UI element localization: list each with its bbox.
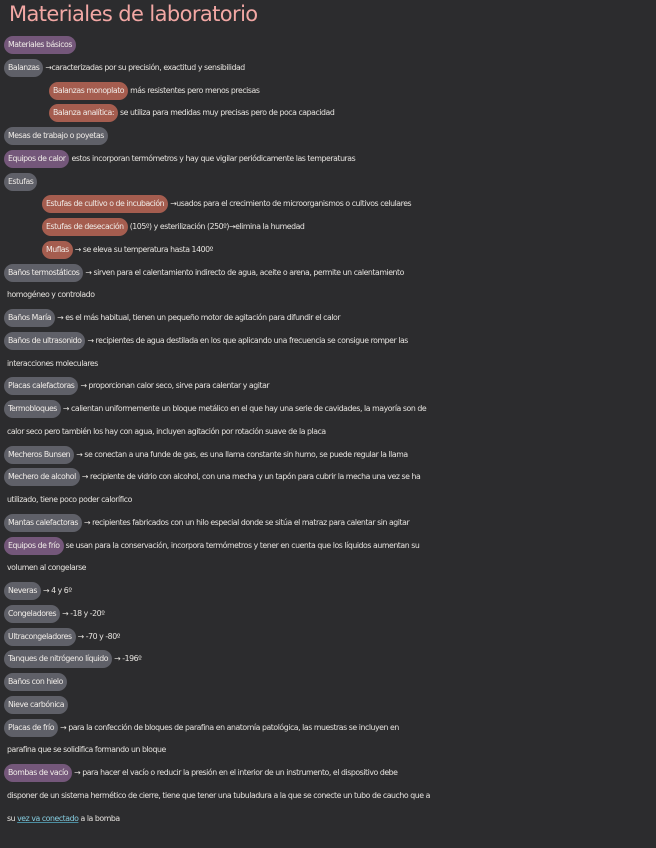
note-text: → 4 y 6º bbox=[40, 586, 72, 595]
highlighted-term: Equipos de frío bbox=[4, 537, 64, 555]
note-line bbox=[0, 216, 656, 239]
note-text: volumen al congelarse bbox=[7, 563, 87, 573]
highlighted-term: Materiales básicos bbox=[4, 36, 76, 54]
highlighted-term: Baños María bbox=[4, 309, 55, 327]
note-text: → se conectan a una funde de gas, es una llama constante sin humo, se puede regular la llama bbox=[74, 449, 408, 459]
note-line bbox=[0, 512, 656, 535]
note-text: → para hacer el vacío o reducir la presión en el interior de un instrumento, el dispositivo debe bbox=[72, 768, 398, 777]
highlighted-term: Estufas de desecación bbox=[42, 218, 128, 236]
note-line bbox=[0, 262, 656, 285]
note-line bbox=[0, 466, 656, 489]
note-line bbox=[0, 648, 656, 671]
highlighted-term: Estufas bbox=[4, 173, 37, 191]
note-text: → -18 y -20º bbox=[60, 608, 105, 618]
note-line bbox=[0, 125, 656, 148]
highlighted-term: Balanzas monoplato bbox=[49, 82, 128, 100]
highlighted-term: Congeladores bbox=[4, 605, 60, 623]
highlighted-term: Baños de ultrasonido bbox=[4, 332, 85, 350]
note-text: su bbox=[7, 813, 18, 823]
note-text: (105º) y esterilización (250º)→elimina la humedad bbox=[127, 222, 305, 231]
highlighted-term: Nieve carbónica bbox=[4, 696, 68, 714]
note-line bbox=[0, 80, 656, 103]
note-text: → sirven para el calentamiento indirecto de agua, aceite o arena, permite un calentamiento bbox=[83, 267, 404, 277]
note-line bbox=[0, 535, 656, 558]
highlighted-term: Bombas de vacío bbox=[4, 764, 72, 782]
note-line bbox=[0, 353, 656, 376]
note-line bbox=[0, 57, 656, 80]
note-text: → -196º bbox=[112, 654, 142, 664]
note-line bbox=[0, 785, 656, 808]
note-text: más resistentes pero menos precisas bbox=[128, 85, 260, 95]
highlighted-term: Mecheros Bunsen bbox=[4, 446, 74, 464]
highlighted-term: Mantas calefactoras bbox=[4, 514, 82, 532]
highlighted-term: Mesas de trabajo o poyetas bbox=[4, 127, 108, 145]
note-line bbox=[0, 307, 656, 330]
highlighted-term: Baños termostáticos bbox=[4, 264, 83, 282]
note-line bbox=[0, 557, 656, 580]
note-line bbox=[0, 489, 656, 512]
note-text: → es el más habitual, tienen un pequeño motor de agitación para difundir el calor bbox=[55, 313, 341, 322]
highlighted-term: Baños con hielo bbox=[4, 673, 67, 691]
note-line bbox=[0, 717, 656, 740]
highlighted-term: Estufas de cultivo o de incubación bbox=[42, 195, 168, 213]
note-line bbox=[0, 444, 656, 467]
note-line bbox=[0, 671, 656, 694]
note-text: interacciones moleculares bbox=[7, 358, 98, 368]
note-line bbox=[0, 330, 656, 353]
note-line bbox=[0, 284, 656, 307]
note-text: homogéneo y controlado bbox=[7, 290, 95, 300]
note-text: → para la confección de bloques de parafina en anatomía patológica, las muestras se incluyen en bbox=[58, 722, 399, 732]
note-text: → recipiente de vidrio con alcohol, con una mecha y un tapón para cubrir la mecha una vez se ha bbox=[79, 472, 421, 482]
note-text: → -70 y -80º bbox=[75, 631, 120, 641]
note-line bbox=[0, 626, 656, 649]
highlighted-term: Placas calefactoras bbox=[4, 377, 78, 395]
highlighted-term: Muflas bbox=[42, 241, 73, 259]
note-line bbox=[0, 694, 656, 717]
note-line bbox=[0, 193, 656, 216]
note-text: → recipientes de agua destilada en los que aplicando una frecuencia se consigue romper las bbox=[85, 335, 408, 345]
note-text: parafina que se solidifica formando un bloque bbox=[7, 745, 166, 755]
note-line bbox=[0, 171, 656, 194]
note-text: estos incorporan termómetros y hay que vigilar periódicamente las temperaturas bbox=[69, 153, 356, 163]
highlighted-term: vez va conectado bbox=[17, 813, 79, 823]
note-text: calor seco pero también los hay con agua, incluyen agitación por rotación suave de la placa bbox=[7, 426, 326, 436]
note-line bbox=[0, 739, 656, 762]
highlighted-term: Equipos de calor bbox=[4, 150, 69, 168]
note-text: → se eleva su temperatura hasta 1400º bbox=[72, 244, 213, 254]
note-text: se usan para la conservación, incorpora termómetros y tener en cuenta que los líquidos aumentan su bbox=[63, 540, 420, 550]
note-line bbox=[0, 148, 656, 171]
note-text: utilizado, tiene poco poder calorífico bbox=[7, 495, 132, 504]
highlighted-term: Tanques de nitrógeno líquido bbox=[4, 650, 112, 668]
note-line bbox=[0, 580, 656, 603]
note-text: → proporcionan calor seco, sirve para calentar y agitar bbox=[78, 381, 270, 391]
note-text: → calientan uniformemente un bloque metálico en el que hay una serie de cavidades, la mayoría son de bbox=[60, 404, 427, 413]
note-line bbox=[0, 398, 656, 421]
highlighted-term: Balanza analítica: bbox=[49, 104, 118, 122]
note-text: →usados para el crecimiento de microorganismos o cultivos celulares bbox=[168, 199, 412, 209]
note-line bbox=[0, 239, 656, 262]
highlighted-term: Balanzas bbox=[4, 59, 43, 77]
highlighted-term: Neveras bbox=[4, 582, 41, 600]
note-text: a la bomba bbox=[78, 813, 120, 823]
note-text: → recipientes fabricados con un hilo especial donde se sitúa el matraz para calentar sin agitar bbox=[81, 517, 410, 527]
note-text: →caracterizadas por su precisión, exactitud y sensibilidad bbox=[43, 62, 245, 72]
highlighted-term: Termobloques bbox=[4, 400, 61, 418]
note-line bbox=[0, 375, 656, 398]
note-line bbox=[0, 808, 656, 831]
note-line bbox=[0, 102, 656, 125]
page-title: Materiales de laboratorio bbox=[9, 2, 258, 26]
note-line bbox=[0, 34, 656, 57]
note-line bbox=[0, 421, 656, 444]
note-text: disponer de un sistema hermético de cierre, tiene que tener una tubuladura a la que se conecte un tubo de caucho que a bbox=[7, 790, 430, 800]
highlighted-term: Ultracongeladores bbox=[4, 628, 76, 646]
highlighted-term: Placas de frío bbox=[4, 719, 58, 737]
note-text: se utiliza para medidas muy precisas pero de poca capacidad bbox=[118, 108, 335, 118]
highlighted-term: Mechero de alcohol bbox=[4, 468, 80, 486]
note-line bbox=[0, 762, 656, 785]
note-line bbox=[0, 603, 656, 626]
